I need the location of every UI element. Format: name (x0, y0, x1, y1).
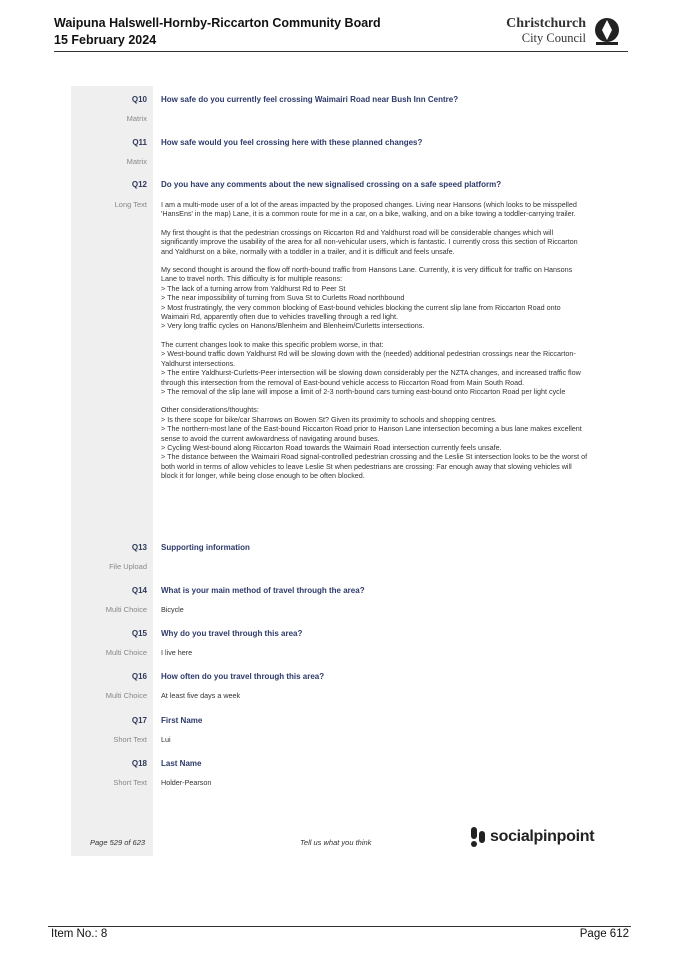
council-emblem-icon (590, 16, 624, 48)
question-type: File Upload (109, 562, 147, 571)
question-number: Q16 (131, 672, 147, 681)
question-type: Multi Choice (105, 605, 147, 614)
long-text-answer (161, 200, 589, 490)
question-type: Short Text (113, 778, 147, 787)
question-number: Q14 (131, 586, 147, 595)
question-number: Q11 (132, 138, 147, 147)
page-header (54, 15, 628, 52)
question-number: Q15 (131, 629, 147, 638)
document-title: Waipuna Halswell-Hornby-Riccarton Community Board (54, 16, 381, 30)
document-date: 15 February 2024 (54, 33, 157, 47)
question-text: Last Name (161, 759, 202, 768)
page-number: Page 612 (579, 928, 629, 940)
question-number: Q13 (131, 543, 147, 552)
answer-paragraph: Other considerations/thoughts: > Is there scope for bike/car Sharrows on Bowen St? Given its proximity to schools and shopping centres. > The northern-most lane of the East-bound Riccarton Road prior to Hanson Lane intersection becoming a bus lane makes excellent sense to avoid the current awkwardness of navigating around buses. > Cycling West-bound along Riccarton Road towards the Waimairi Road intersection currently feels unsafe. > The distance between the Waimairi Road signal-controlled pedestrian crossing and the Leslie St intersection looks to be the worst of both world in terms of allow vehicles to leave Leslie St when pedestrians are crossing: Far enough away that slowing vehicles will block it for longer, while being close enough to be often blocked. (161, 405, 588, 481)
answer-value: At least five days a week (161, 691, 241, 700)
question-text: Supporting information (161, 543, 250, 552)
question-text: How safe would you feel crossing here with these planned changes? (161, 138, 423, 147)
question-text: Why do you travel through this area? (161, 629, 303, 638)
answer-value: Holder-Pearson (161, 778, 212, 787)
item-number: Item No.: 8 (51, 928, 108, 940)
question-number: Q18 (131, 759, 147, 768)
answer-paragraph: I am a multi-mode user of a lot of the areas impacted by the proposed changes. Living near Hansons (which looks to be misspelled 'HansEns' in the map) Lane, it is a common route for me in a car, on a bike, walking, and on a bike towing a toddler-carrying trailer. (161, 200, 577, 219)
socialpinpoint-mark-icon (470, 826, 486, 848)
brand-name: socialpinpoint (490, 828, 595, 845)
socialpinpoint-logo (470, 826, 595, 850)
question-text: First Name (161, 716, 203, 725)
survey-page-number: Page 529 of 623 (90, 838, 146, 847)
answer-value: I live here (161, 648, 193, 657)
question-text: How often do you travel through this area? (161, 672, 325, 681)
question-text: Do you have any comments about the new signalised crossing on a safe speed platform? (161, 180, 502, 189)
question-type: Multi Choice (105, 691, 147, 700)
question-number: Q10 (131, 95, 147, 104)
answer-value: Lui (161, 735, 171, 744)
question-type: Matrix (126, 114, 147, 123)
question-number: Q17 (131, 716, 147, 725)
question-text: How safe do you currently feel crossing Waimairi Road near Bush Inn Centre? (161, 95, 459, 104)
question-type: Matrix (126, 157, 147, 166)
answer-value: Bicycle (161, 605, 184, 614)
question-number: Q12 (131, 180, 147, 189)
answer-paragraph: My second thought is around the flow off north-bound traffic from Hansons Lane. Currently, it is very difficult for traffic on Hansons Lane to travel north. This difficulty is for multiple reasons: > The lack of a turning arrow from Yaldhurst Rd to Peer St > The near impossibility of turning from Suva St to Curletts Road northbound > Most frustratingly, the very common blocking of East-bound vehicles blocking the current slip lane from Riccarton Road onto Waimairi Rd, apparently often due to vehicles travelling through a red light. > Very long traffic cycles on Hanons/Blenheim and Blenheim/Curletts intersections. (161, 265, 573, 331)
page-footer (48, 926, 631, 940)
answer-paragraph: The current changes look to make this specific problem worse, in that: > West-bound traffic down Yaldhurst Rd will be slowing down with the (needed) additional pedestrian crossings near the Riccarton-Yaldhurst intersections. > The entire Yaldhurst-Curletts-Peer intersection will be slowing down considerably per the NZTA changes, and increased traffic flow through this intersection from the removal of East-bound vehicle access to Riccarton Road from Main South Road. > The removal of the slip lane will impose a limit of 2-3 north-bound cars turning east-bound onto Riccarton Road per light cycle (161, 339, 581, 396)
survey-tagline: Tell us what you think (300, 838, 372, 847)
question-type: Long Text (114, 200, 147, 209)
council-logo: Christchurch City Council (498, 16, 628, 48)
question-type: Short Text (113, 735, 147, 744)
answer-paragraph: My first thought is that the pedestrian crossings on Riccarton Rd and Yaldhurst road will be considerable changes which will significantly improve the usability of the area for all non-vehicular users, which is fantastic. I currently cross this section of Riccarton and Yaldhurst on a bike, normally with a toddler in a trailer, and it is difficult and feels unsafe. (161, 227, 578, 256)
question-type: Multi Choice (105, 648, 147, 657)
question-text: What is your main method of travel through the area? (161, 586, 365, 595)
